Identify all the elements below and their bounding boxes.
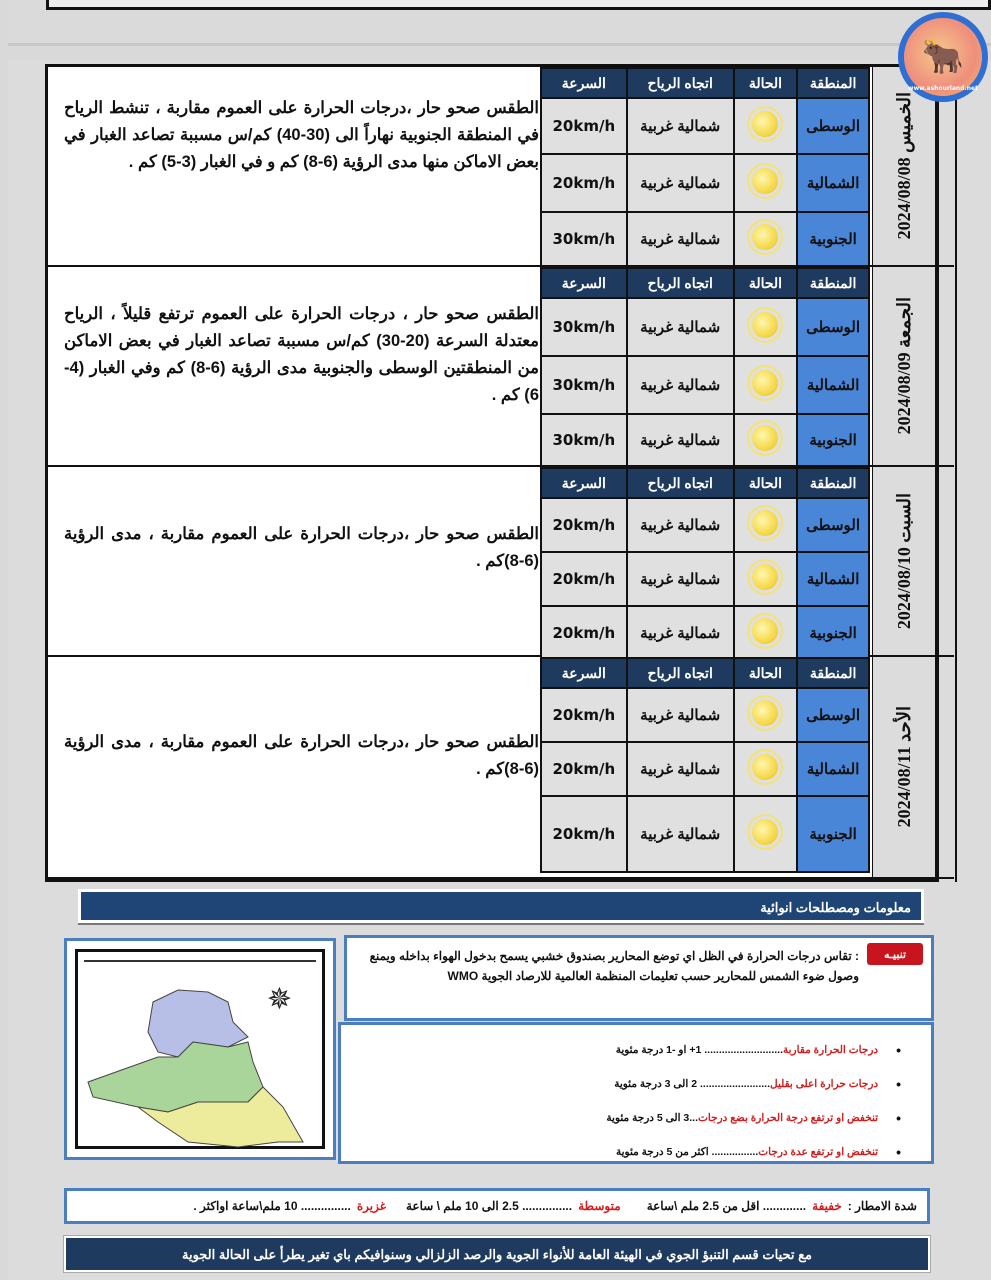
region-header: المنطقة — [797, 68, 869, 98]
wind-dir-header: اتجاه الرياح — [627, 658, 734, 688]
sun-icon — [752, 168, 778, 194]
term-label: درجات الحرارة مقاربة — [783, 1044, 879, 1056]
state-cell — [734, 98, 798, 154]
wind-dir-cell: شمالية غربية — [627, 154, 734, 212]
sun-icon — [752, 370, 778, 396]
date-column — [872, 267, 935, 465]
state-cell — [734, 356, 798, 414]
day-description: الطقس صحو حار ،درجات الحرارة على العموم مقاربة ، مدى الرؤية (6-8)كم . — [64, 525, 539, 570]
wind-dir-cell: شمالية غربية — [627, 98, 734, 154]
rain-intensity-box — [64, 1188, 930, 1224]
rain-light-value: ............. اقل من 2.5 ملم \ساعة — [646, 1199, 807, 1213]
iraq-map — [75, 949, 325, 1149]
wind-dir-cell: شمالية غربية — [627, 688, 734, 742]
term-item: • درجات الحرارة مقاربة........................... 1+ او -1 درجة مئوية — [615, 1042, 901, 1058]
speed-header: السرعة — [541, 468, 627, 498]
state-cell — [734, 606, 798, 660]
state-cell — [734, 796, 798, 872]
state-cell — [734, 742, 798, 796]
region-header: المنطقة — [797, 658, 869, 688]
region-cell: الوسطى — [797, 498, 869, 552]
region-cell: الوسطى — [797, 98, 869, 154]
note-text: : تقاس درجات الحرارة في الظل اي توضع المحارير بصندوق خشبي يسمح بدخول الهواء بداخله ويمنع وصول ضوء الشمس للمحارير حسب تعليمات المنظمة العالمية للارصاد الجوية WMO — [369, 949, 859, 983]
rain-label: شدة الامطار : — [847, 1199, 917, 1213]
state-cell — [734, 154, 798, 212]
sun-icon — [752, 224, 778, 250]
term-value: ................ اكثر من 5 درجة مئوية — [615, 1146, 759, 1158]
rain-moderate-value: ............... 2.5 الى 10 ملم \ ساعة — [406, 1199, 573, 1213]
day-block-2 — [48, 267, 954, 467]
lamassu-icon: 🐂 — [921, 37, 965, 77]
speed-cell: 20km/h — [541, 742, 627, 796]
day-description: الطقس صحو حار ، درجات الحرارة على العموم ترتفع قليلاً ، الرياح معتدلة السرعة (20-30) كم/س مسببة تصاعد الغبار في بعض الاماكن من المنطقتين الوسطى والجنوبية مدى الرؤية (6-8) كم وفي الغبار (4-6) كم . — [64, 305, 540, 404]
sun-icon — [752, 819, 778, 845]
state-header: الحالة — [734, 468, 798, 498]
speed-cell: 20km/h — [541, 688, 627, 742]
speed-cell: 20km/h — [541, 796, 627, 872]
footer-greeting: مع تحيات قسم التنبؤ الجوي في الهيئة العامة للأنواء الجوية والرصد الزلزالي وسنوافيكم باي تغير يطرأ على الحالة الجوية — [64, 1236, 930, 1272]
region-cell: الجنوبية — [797, 796, 869, 872]
terms-box — [338, 1022, 934, 1164]
term-label: درجات حرارة اعلى بقليل — [770, 1078, 879, 1090]
wind-dir-cell: شمالية غربية — [627, 414, 734, 466]
rain-heavy-label: غزيرة — [356, 1199, 386, 1213]
wind-dir-cell: شمالية غربية — [627, 356, 734, 414]
wind-dir-header: اتجاه الرياح — [627, 68, 734, 98]
region-cell: الشمالية — [797, 356, 869, 414]
rain-moderate-label: متوسطة — [578, 1199, 621, 1213]
day-block-4 — [48, 657, 954, 879]
term-item: • تنخفض او ترتفع درجة الحرارة بضع درجات...3 الى 5 درجة مئوية — [606, 1110, 901, 1126]
region-cell: الوسطى — [797, 298, 869, 356]
wind-dir-cell: شمالية غربية — [627, 212, 734, 266]
agency-logo — [898, 12, 988, 102]
sun-icon — [752, 510, 778, 536]
iraq-map-box — [64, 938, 336, 1160]
speed-cell: 20km/h — [541, 154, 627, 212]
region-cell: الجنوبية — [797, 212, 869, 266]
compass-rose-icon: ✵ — [266, 982, 292, 1017]
speed-header: السرعة — [541, 268, 627, 298]
wind-dir-header: اتجاه الرياح — [627, 268, 734, 298]
wind-dir-cell: شمالية غربية — [627, 606, 734, 660]
state-header: الحالة — [734, 268, 798, 298]
term-item: • درجات حرارة اعلى بقليل........................ 2 الى 3 درجة مئوية — [614, 1076, 901, 1092]
speed-cell: 30km/h — [541, 212, 627, 266]
date-label: الخميس 2024/08/08 — [894, 92, 914, 240]
day-block-1 — [48, 67, 954, 267]
forecast-table — [540, 657, 870, 873]
wind-dir-cell: شمالية غربية — [627, 552, 734, 606]
forecast-table — [540, 67, 870, 267]
wind-dir-cell: شمالية غربية — [627, 298, 734, 356]
date-column — [872, 657, 935, 877]
forecast-table — [540, 267, 870, 467]
logo-url: www.ashourland.net — [908, 85, 978, 92]
sun-icon — [752, 312, 778, 338]
info-section-title: معلومات ومصطلحات انوائية — [78, 889, 924, 923]
speed-header: السرعة — [541, 658, 627, 688]
term-value: ...3 الى 5 درجة مئوية — [606, 1112, 699, 1124]
sun-icon — [752, 425, 778, 451]
forecast-table — [540, 467, 870, 661]
speed-header: السرعة — [541, 68, 627, 98]
speed-cell: 20km/h — [541, 552, 627, 606]
note-badge: تنبيـه — [867, 943, 923, 965]
state-header: الحالة — [734, 68, 798, 98]
region-header: المنطقة — [797, 468, 869, 498]
rain-heavy-value: ............... 10 ملم\ساعة اواكثر . — [193, 1199, 351, 1213]
term-label: تنخفض او ترتفع درجة الحرارة بضع درجات — [698, 1112, 879, 1124]
speed-cell: 30km/h — [541, 298, 627, 356]
state-header: الحالة — [734, 658, 798, 688]
speed-cell: 20km/h — [541, 98, 627, 154]
state-cell — [734, 688, 798, 742]
term-value: ........................... 1+ او -1 درجة مئوية — [615, 1044, 783, 1056]
state-cell — [734, 298, 798, 356]
date-label: الجمعة 2024/08/09 — [894, 297, 914, 435]
wind-dir-cell: شمالية غربية — [627, 796, 734, 872]
speed-cell: 30km/h — [541, 356, 627, 414]
speed-cell: 30km/h — [541, 414, 627, 466]
state-cell — [734, 552, 798, 606]
wind-dir-header: اتجاه الرياح — [627, 468, 734, 498]
region-header: المنطقة — [797, 268, 869, 298]
day-description: الطقس صحو حار ،درجات الحرارة على العموم مقاربة ، تنشط الرياح في المنطقة الجنوبية نهاراً الى (30-40) كم/س مسببة تصاعد الغبار في بعض الاماكن منها مدى الرؤية (6-8) كم و في الغبار (3-5) كم . — [64, 99, 539, 171]
term-item: • تنخفض او ترتفع عدة درجات................ اكثر من 5 درجة مئوية — [615, 1144, 901, 1160]
date-column — [872, 467, 935, 655]
region-cell: الشمالية — [797, 552, 869, 606]
region-cell: الجنوبية — [797, 414, 869, 466]
term-value: ........................ 2 الى 3 درجة مئوية — [614, 1078, 770, 1090]
sun-icon — [752, 618, 778, 644]
term-label: تنخفض او ترتفع عدة درجات — [758, 1146, 879, 1158]
previous-page-strip — [8, 0, 991, 46]
sun-icon — [752, 111, 778, 137]
date-label: الأحد 2024/08/11 — [894, 706, 914, 828]
speed-cell: 20km/h — [541, 606, 627, 660]
speed-cell: 20km/h — [541, 498, 627, 552]
day-block-3 — [48, 467, 954, 657]
day-description: الطقس صحو حار ،درجات الحرارة على العموم مقاربة ، مدى الرؤية (6-8)كم . — [64, 733, 539, 778]
sun-icon — [752, 700, 778, 726]
region-cell: الشمالية — [797, 742, 869, 796]
region-cell: الشمالية — [797, 154, 869, 212]
region-cell: الجنوبية — [797, 606, 869, 660]
state-cell — [734, 212, 798, 266]
rain-light-label: خفيفة — [812, 1199, 842, 1213]
wind-dir-cell: شمالية غربية — [627, 498, 734, 552]
sun-icon — [752, 564, 778, 590]
state-cell — [734, 414, 798, 466]
region-cell: الوسطى — [797, 688, 869, 742]
state-cell — [734, 498, 798, 552]
note-box — [344, 935, 934, 1021]
wind-dir-cell: شمالية غربية — [627, 742, 734, 796]
sun-icon — [752, 754, 778, 780]
date-label: السبت 2024/08/10 — [894, 492, 914, 630]
